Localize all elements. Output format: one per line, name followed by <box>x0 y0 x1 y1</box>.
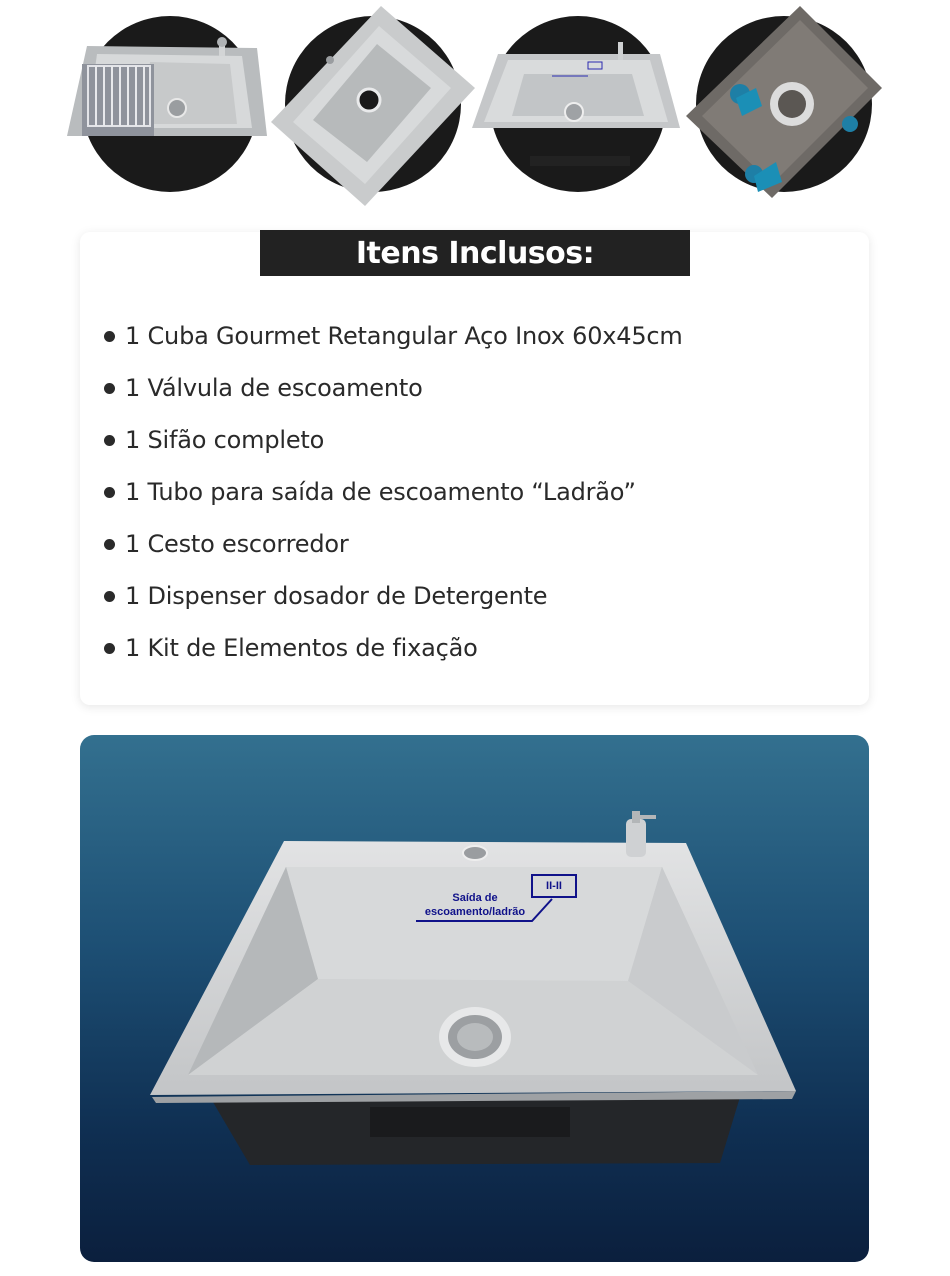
bullet-icon <box>104 435 115 446</box>
thumbnail-sink-top-view[interactable] <box>285 16 461 192</box>
list-item: 1 Kit de Elementos de fixação <box>104 622 683 674</box>
bullet-icon <box>104 331 115 342</box>
hero-product-photo <box>80 735 869 1262</box>
list-item: 1 Sifão completo <box>104 414 683 466</box>
bullet-icon <box>104 539 115 550</box>
thumbnail-sink-front-view[interactable] <box>490 16 666 192</box>
product-thumbnail-row <box>0 0 950 215</box>
list-item: 1 Tubo para saída de escoamento “Ladrão” <box>104 466 683 518</box>
soap-dispenser-icon <box>626 819 646 857</box>
bullet-icon <box>104 591 115 602</box>
list-item: 1 Cesto escorredor <box>104 518 683 570</box>
included-items-card <box>80 232 869 705</box>
overflow-code-label: II-II <box>546 880 562 892</box>
included-items-list <box>104 310 683 674</box>
included-items-title: Itens Inclusos: <box>260 230 690 276</box>
bullet-icon <box>104 383 115 394</box>
bullet-icon <box>104 487 115 498</box>
bullet-icon <box>104 643 115 654</box>
list-item: 1 Válvula de escoamento <box>104 362 683 414</box>
overflow-annotation-label: Saída de escoamento/ladrão <box>424 892 526 918</box>
list-item: 1 Dispenser dosador de Detergente <box>104 570 683 622</box>
thumbnail-sink-underside[interactable] <box>696 16 872 192</box>
thumbnail-sink-with-basket[interactable] <box>82 16 258 192</box>
list-item: 1 Cuba Gourmet Retangular Aço Inox 60x45cm <box>104 310 683 362</box>
